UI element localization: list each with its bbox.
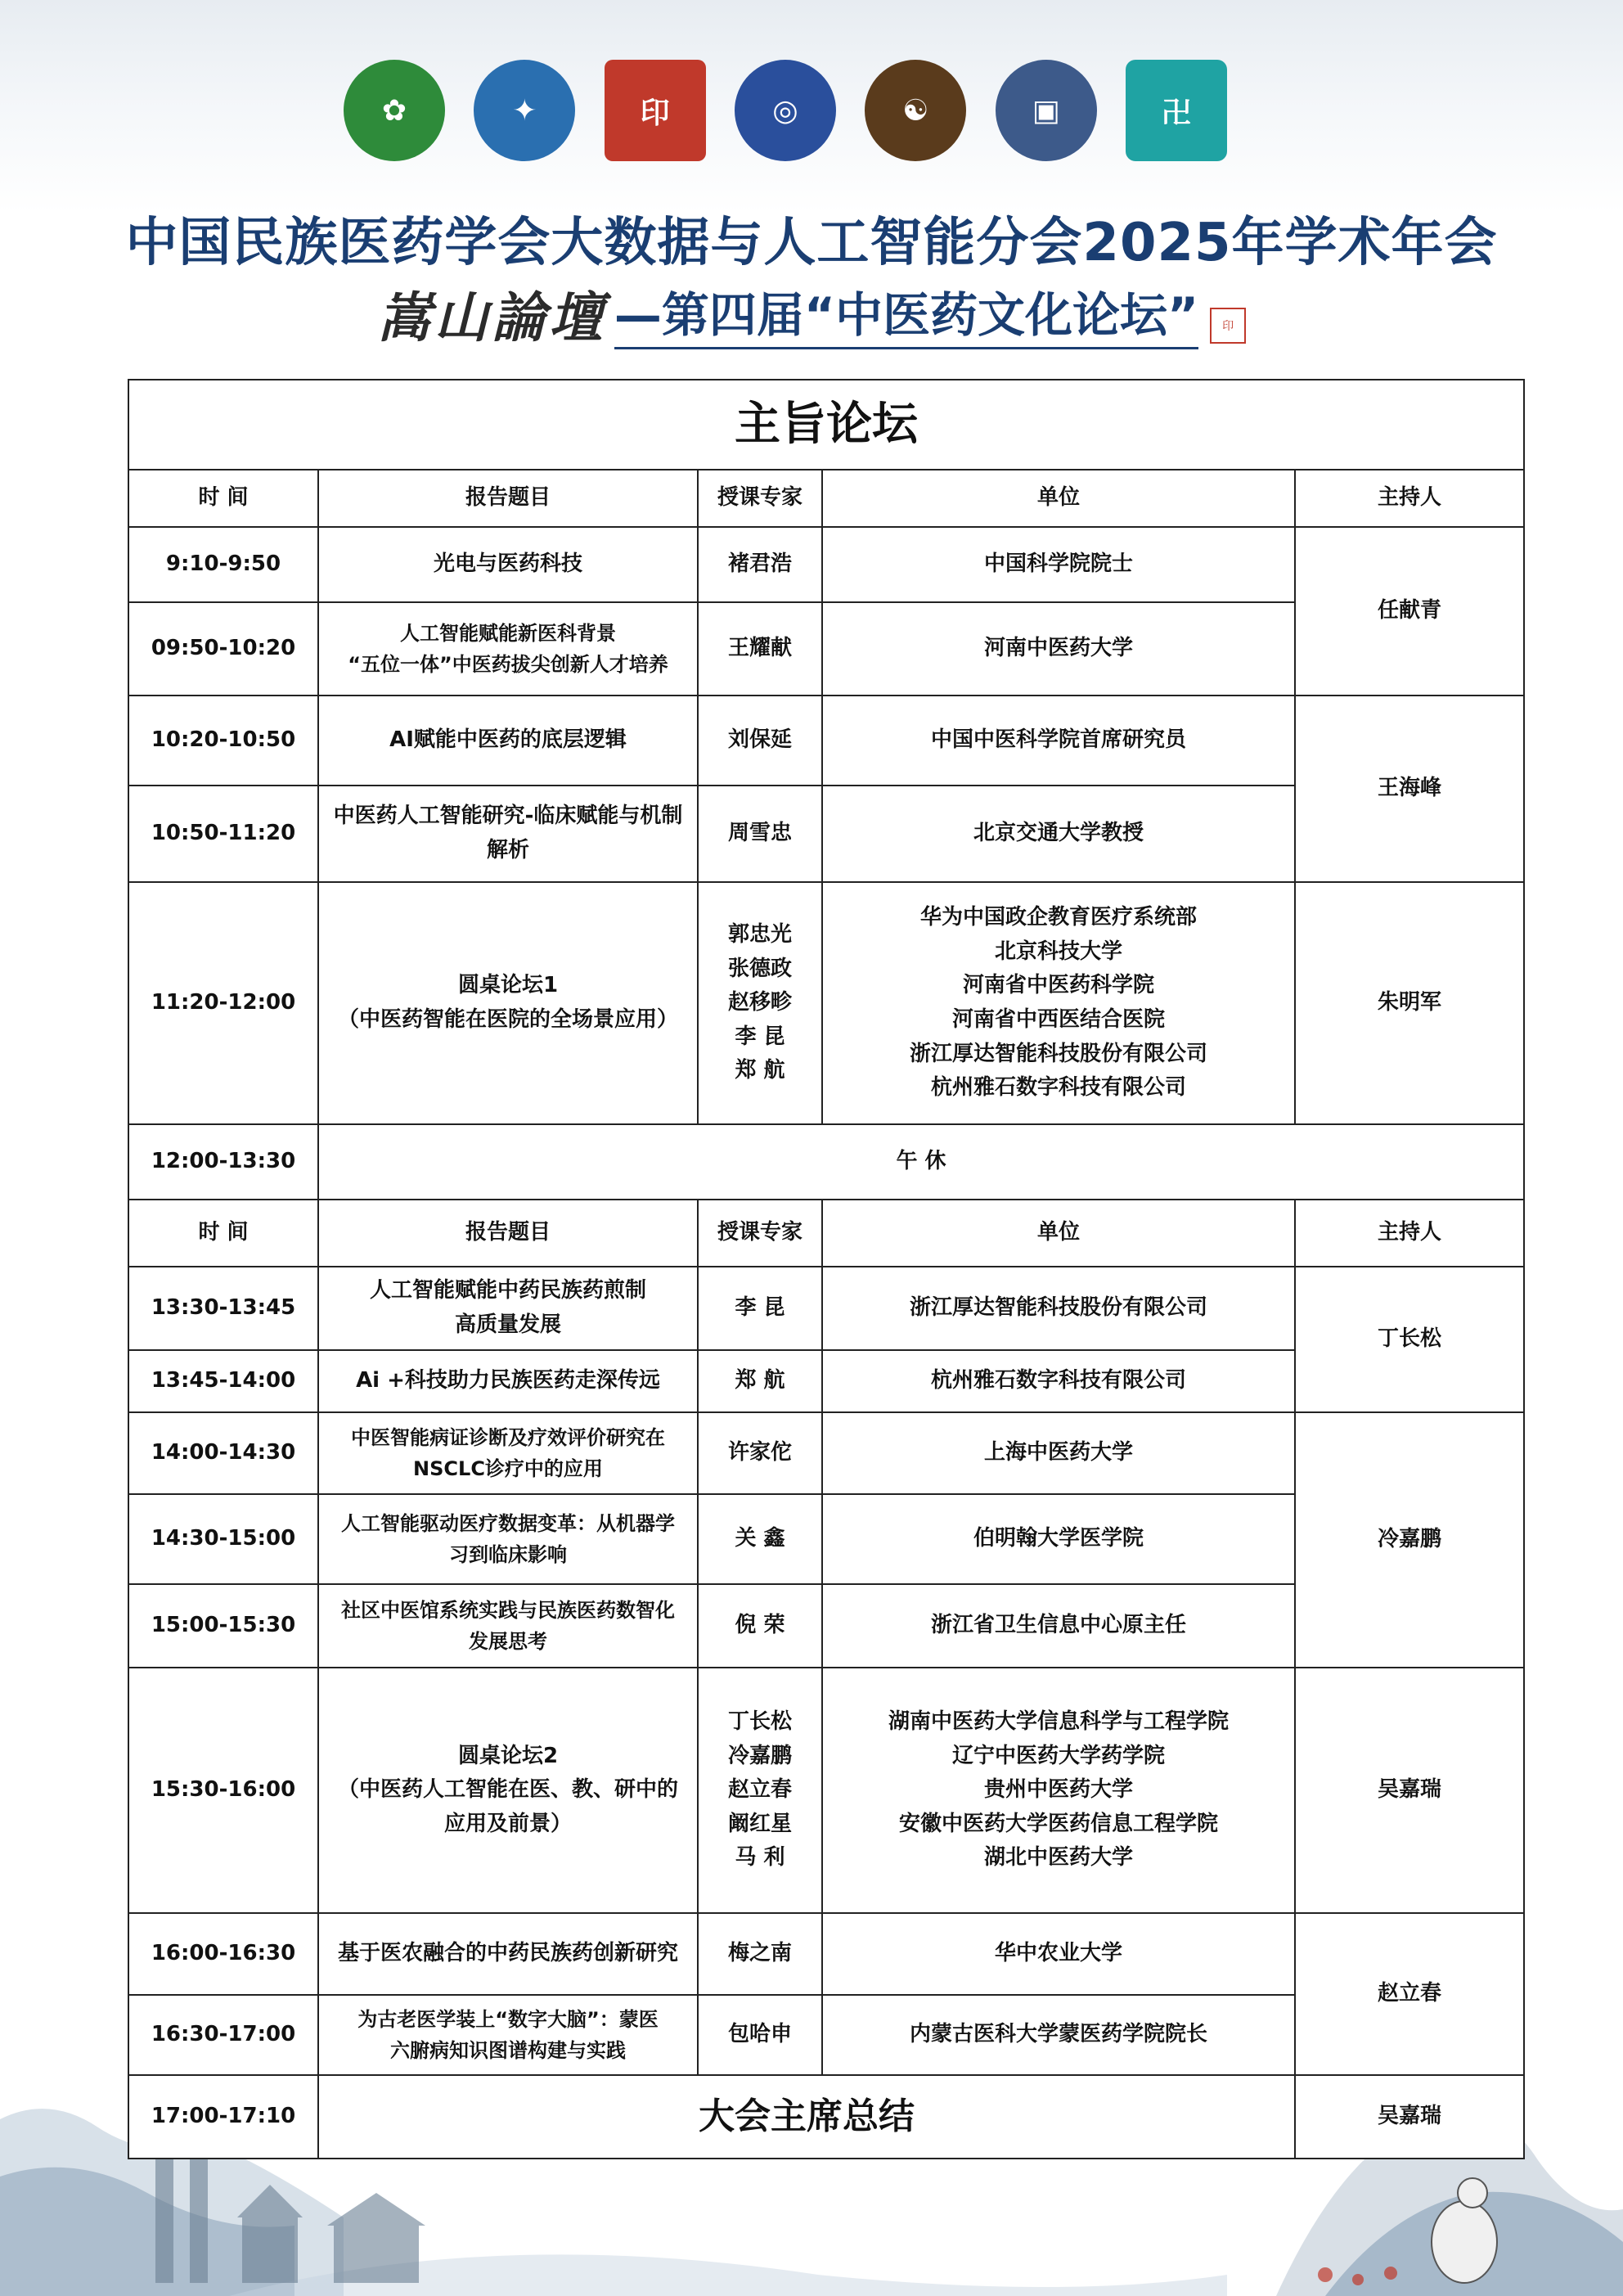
unit-cell bbox=[822, 1350, 1295, 1412]
lunch-row bbox=[128, 1124, 1524, 1200]
table-row bbox=[128, 1913, 1524, 1995]
topic-line: 高质量发展 bbox=[454, 1312, 561, 1337]
expert-name: 刘保延 bbox=[727, 727, 792, 753]
topic-cell bbox=[318, 1267, 698, 1350]
expert-name: 马 利 bbox=[735, 1845, 785, 1871]
topic-line: （中医药智能在医院的全场景应用） bbox=[337, 1007, 678, 1032]
unit-name: 中国中医科学院首席研究员 bbox=[930, 727, 1186, 753]
col-header-topic: 报告题目 bbox=[318, 1200, 698, 1267]
expert-name: 周雪忠 bbox=[727, 821, 792, 846]
unit-name: 贵州中医药大学 bbox=[983, 1777, 1133, 1803]
unit-name: 北京交通大学教授 bbox=[973, 821, 1144, 846]
topic-cell bbox=[318, 1412, 698, 1494]
host-cell: 冷嘉鹏 bbox=[1295, 1412, 1524, 1668]
topic-line: 人工智能驱动医疗数据变革：从机器学 bbox=[341, 1511, 675, 1535]
expert-name: 郑 航 bbox=[735, 1368, 785, 1393]
expert-cell bbox=[698, 1995, 822, 2075]
topic-line: 人工智能赋能新医科背景 bbox=[400, 621, 616, 645]
topic-line: 光电与医药科技 bbox=[433, 551, 582, 577]
unit-name: 杭州雅石数字科技有限公司 bbox=[930, 1368, 1186, 1393]
expert-cell bbox=[698, 1913, 822, 1995]
time-cell: 15:30-16:00 bbox=[128, 1668, 318, 1913]
unit-cell bbox=[822, 882, 1295, 1124]
time-cell: 9:10-9:50 bbox=[128, 527, 318, 602]
unit-cell bbox=[822, 1913, 1295, 1995]
time-cell: 14:00-14:30 bbox=[128, 1412, 318, 1494]
topic-line: Ai +科技助力民族医药走深传远 bbox=[356, 1368, 660, 1393]
expert-name: 赵移畛 bbox=[727, 990, 792, 1015]
unit-cell bbox=[822, 1267, 1295, 1350]
topic-cell bbox=[318, 696, 698, 786]
topic-line: 社区中医馆系统实践与民族医药数智化 bbox=[341, 1598, 675, 1622]
expert-name: 许家佗 bbox=[727, 1440, 792, 1465]
col-header-host: 主持人 bbox=[1295, 470, 1524, 527]
sponsor-logo-row bbox=[344, 57, 1227, 164]
unit-name: 浙江省卫生信息中心原主任 bbox=[930, 1613, 1186, 1638]
expert-cell bbox=[698, 786, 822, 882]
time-cell: 11:20-12:00 bbox=[128, 882, 318, 1124]
forum-subtitle bbox=[0, 274, 1623, 352]
table-row bbox=[128, 1412, 1524, 1494]
expert-name: 郭忠光 bbox=[727, 922, 792, 948]
wfcms-logo: ✦ bbox=[474, 60, 575, 161]
unit-name: 浙江厚达智能科技股份有限公司 bbox=[909, 1041, 1207, 1066]
expert-cell bbox=[698, 1350, 822, 1412]
expert-cell bbox=[698, 1494, 822, 1584]
forum-title: 主旨论坛 bbox=[128, 380, 1524, 470]
time-cell: 16:30-17:00 bbox=[128, 1995, 318, 2075]
unit-name: 伯明翰大学医学院 bbox=[973, 1526, 1144, 1551]
unit-name: 河南省中医药科学院 bbox=[962, 973, 1154, 998]
unit-name: 华为中国政企教育医疗系统部 bbox=[919, 905, 1197, 930]
conference-title: 中国民族医药学会大数据与人工智能分会2025年学术年会 bbox=[125, 213, 1498, 273]
topic-line: 应用及前景） bbox=[443, 1811, 572, 1836]
unit-name: 湖北中医药大学 bbox=[983, 1845, 1133, 1871]
unit-name: 杭州雅石数字科技有限公司 bbox=[930, 1075, 1186, 1101]
topic-line: AI赋能中医药的底层逻辑 bbox=[389, 727, 627, 753]
topic-line: 人工智能赋能中药民族药煎制 bbox=[369, 1278, 646, 1303]
unit-cell bbox=[822, 527, 1295, 602]
topic-line: NSCLC诊疗中的应用 bbox=[413, 1457, 603, 1480]
expert-cell bbox=[698, 527, 822, 602]
unit-cell bbox=[822, 1584, 1295, 1668]
unit-name: 上海中医药大学 bbox=[983, 1440, 1133, 1465]
expert-cell bbox=[698, 602, 822, 696]
col-header-topic: 报告题目 bbox=[318, 470, 698, 527]
time-cell: 09:50-10:20 bbox=[128, 602, 318, 696]
unit-name: 湖南中医药大学信息科学与工程学院 bbox=[888, 1709, 1229, 1735]
col-header-time: 时 间 bbox=[128, 1200, 318, 1267]
expert-name: 褚君浩 bbox=[727, 551, 792, 577]
unit-cell bbox=[822, 1412, 1295, 1494]
expert-cell bbox=[698, 1584, 822, 1668]
unit-cell bbox=[822, 696, 1295, 786]
closing-row bbox=[128, 2075, 1524, 2159]
china-ethnic-medicine-association-logo: ✿ bbox=[344, 60, 445, 161]
topic-cell bbox=[318, 1350, 698, 1412]
unit-name: 安徽中医药大学医药信息工程学院 bbox=[898, 1811, 1218, 1836]
host-cell: 吴嘉瑞 bbox=[1295, 1668, 1524, 1913]
topic-line: 圆桌论坛1 bbox=[457, 973, 559, 998]
expert-name: 丁长松 bbox=[727, 1709, 792, 1735]
henan-university-of-cm-logo: ☯ bbox=[865, 60, 966, 161]
expert-name: 关 鑫 bbox=[735, 1526, 785, 1551]
unit-cell bbox=[822, 1668, 1295, 1913]
expert-name: 阚红星 bbox=[727, 1811, 792, 1836]
schedule-table bbox=[128, 379, 1525, 2159]
host-cell: 丁长松 bbox=[1295, 1267, 1524, 1412]
henan-hospital-logo: ▣ bbox=[996, 60, 1097, 161]
time-cell: 16:00-16:30 bbox=[128, 1913, 318, 1995]
expert-name: 张德政 bbox=[727, 956, 792, 981]
table-row bbox=[128, 527, 1524, 602]
col-header-host: 主持人 bbox=[1295, 1200, 1524, 1267]
forum-subtitle-text: —第四届“中医药文化论坛” bbox=[614, 277, 1198, 349]
expert-name: 包哈申 bbox=[727, 2022, 792, 2047]
topic-line: 为古老医学装上“数字大脑”：蒙医 bbox=[357, 2007, 659, 2031]
topic-cell bbox=[318, 1668, 698, 1913]
unit-cell bbox=[822, 1494, 1295, 1584]
unit-name: 辽宁中医药大学药学院 bbox=[951, 1743, 1165, 1768]
topic-cell bbox=[318, 1913, 698, 1995]
col-header-expert: 授课专家 bbox=[698, 1200, 822, 1267]
host-cell: 吴嘉瑞 bbox=[1295, 2075, 1524, 2159]
topic-line: 中医智能病证诊断及疗效评价研究在 bbox=[351, 1425, 665, 1449]
header-row bbox=[128, 470, 1524, 527]
table-row bbox=[128, 1668, 1524, 1913]
time-cell: 14:30-15:00 bbox=[128, 1494, 318, 1584]
topic-line: 六腑病知识图谱构建与实践 bbox=[390, 2039, 626, 2062]
expert-name: 王耀献 bbox=[727, 636, 792, 661]
unit-cell bbox=[822, 1995, 1295, 2075]
expert-name: 赵立春 bbox=[727, 1777, 792, 1803]
unit-cell bbox=[822, 602, 1295, 696]
host-cell: 王海峰 bbox=[1295, 696, 1524, 882]
topic-line: 圆桌论坛2 bbox=[457, 1743, 559, 1768]
topic-line: （中医药人工智能在医、教、研中的 bbox=[337, 1777, 678, 1803]
col-header-unit: 单位 bbox=[822, 1200, 1295, 1267]
topic-cell bbox=[318, 602, 698, 696]
topic-line: 发展思考 bbox=[469, 1630, 547, 1653]
expert-name: 郑 航 bbox=[735, 1058, 785, 1083]
time-cell: 13:30-13:45 bbox=[128, 1267, 318, 1350]
lunch-label: 午 休 bbox=[318, 1124, 1524, 1200]
col-header-time: 时 间 bbox=[128, 470, 318, 527]
unit-name: 河南省中西医结合医院 bbox=[951, 1007, 1165, 1032]
expert-cell bbox=[698, 1668, 822, 1913]
topic-cell bbox=[318, 527, 698, 602]
topic-cell bbox=[318, 786, 698, 882]
tcm-emblem-logo: 卍 bbox=[1126, 60, 1227, 161]
songshan-forum-calligraphy: 嵩山論壇 bbox=[376, 286, 606, 349]
topic-cell bbox=[318, 1584, 698, 1668]
unit-name: 华中农业大学 bbox=[994, 1941, 1122, 1966]
unit-name: 河南中医药大学 bbox=[983, 636, 1133, 661]
col-header-expert: 授课专家 bbox=[698, 470, 822, 527]
topic-line: 习到临床影响 bbox=[449, 1543, 567, 1566]
expert-cell bbox=[698, 696, 822, 786]
topic-line: “五位一体”中医药拔尖创新人才培养 bbox=[348, 653, 668, 676]
unit-name: 中国科学院院士 bbox=[983, 551, 1133, 577]
songshan-seal-logo: 印 bbox=[605, 60, 706, 161]
topic-cell bbox=[318, 1995, 698, 2075]
col-header-unit: 单位 bbox=[822, 470, 1295, 527]
host-cell: 任献青 bbox=[1295, 527, 1524, 696]
expert-name: 李 昆 bbox=[735, 1295, 785, 1321]
closing-label: 大会主席总结 bbox=[318, 2075, 1295, 2159]
topic-line: 中医药人工智能研究-临床赋能与机制 bbox=[333, 804, 683, 829]
expert-name: 冷嘉鹏 bbox=[727, 1743, 792, 1768]
time-cell: 13:45-14:00 bbox=[128, 1350, 318, 1412]
table-row bbox=[128, 1267, 1524, 1350]
topic-cell bbox=[318, 1494, 698, 1584]
culture-society-logo: ◎ bbox=[735, 60, 836, 161]
table-row bbox=[128, 696, 1524, 786]
expert-cell bbox=[698, 1267, 822, 1350]
host-cell: 赵立春 bbox=[1295, 1913, 1524, 2075]
forum-title-row bbox=[128, 380, 1524, 470]
expert-cell bbox=[698, 1412, 822, 1494]
time-cell: 12:00-13:30 bbox=[128, 1124, 318, 1200]
time-cell: 10:20-10:50 bbox=[128, 696, 318, 786]
seal-stamp-icon: 印 bbox=[1210, 308, 1246, 344]
unit-cell bbox=[822, 786, 1295, 882]
expert-name: 倪 荣 bbox=[735, 1613, 785, 1638]
unit-name: 浙江厚达智能科技股份有限公司 bbox=[909, 1295, 1207, 1321]
expert-name: 梅之南 bbox=[727, 1941, 792, 1966]
unit-name: 内蒙古医科大学蒙医药学院院长 bbox=[909, 2022, 1207, 2047]
header-row bbox=[128, 1200, 1524, 1267]
topic-line: 基于医农融合的中药民族药创新研究 bbox=[337, 1941, 678, 1966]
host-cell: 朱明军 bbox=[1295, 882, 1524, 1124]
time-cell: 17:00-17:10 bbox=[128, 2075, 318, 2159]
expert-cell bbox=[698, 882, 822, 1124]
time-cell: 10:50-11:20 bbox=[128, 786, 318, 882]
unit-name: 北京科技大学 bbox=[994, 939, 1122, 964]
time-cell: 15:00-15:30 bbox=[128, 1584, 318, 1668]
topic-cell bbox=[318, 882, 698, 1124]
topic-line: 解析 bbox=[486, 838, 529, 862]
expert-name: 李 昆 bbox=[735, 1024, 785, 1049]
table-row bbox=[128, 882, 1524, 1124]
